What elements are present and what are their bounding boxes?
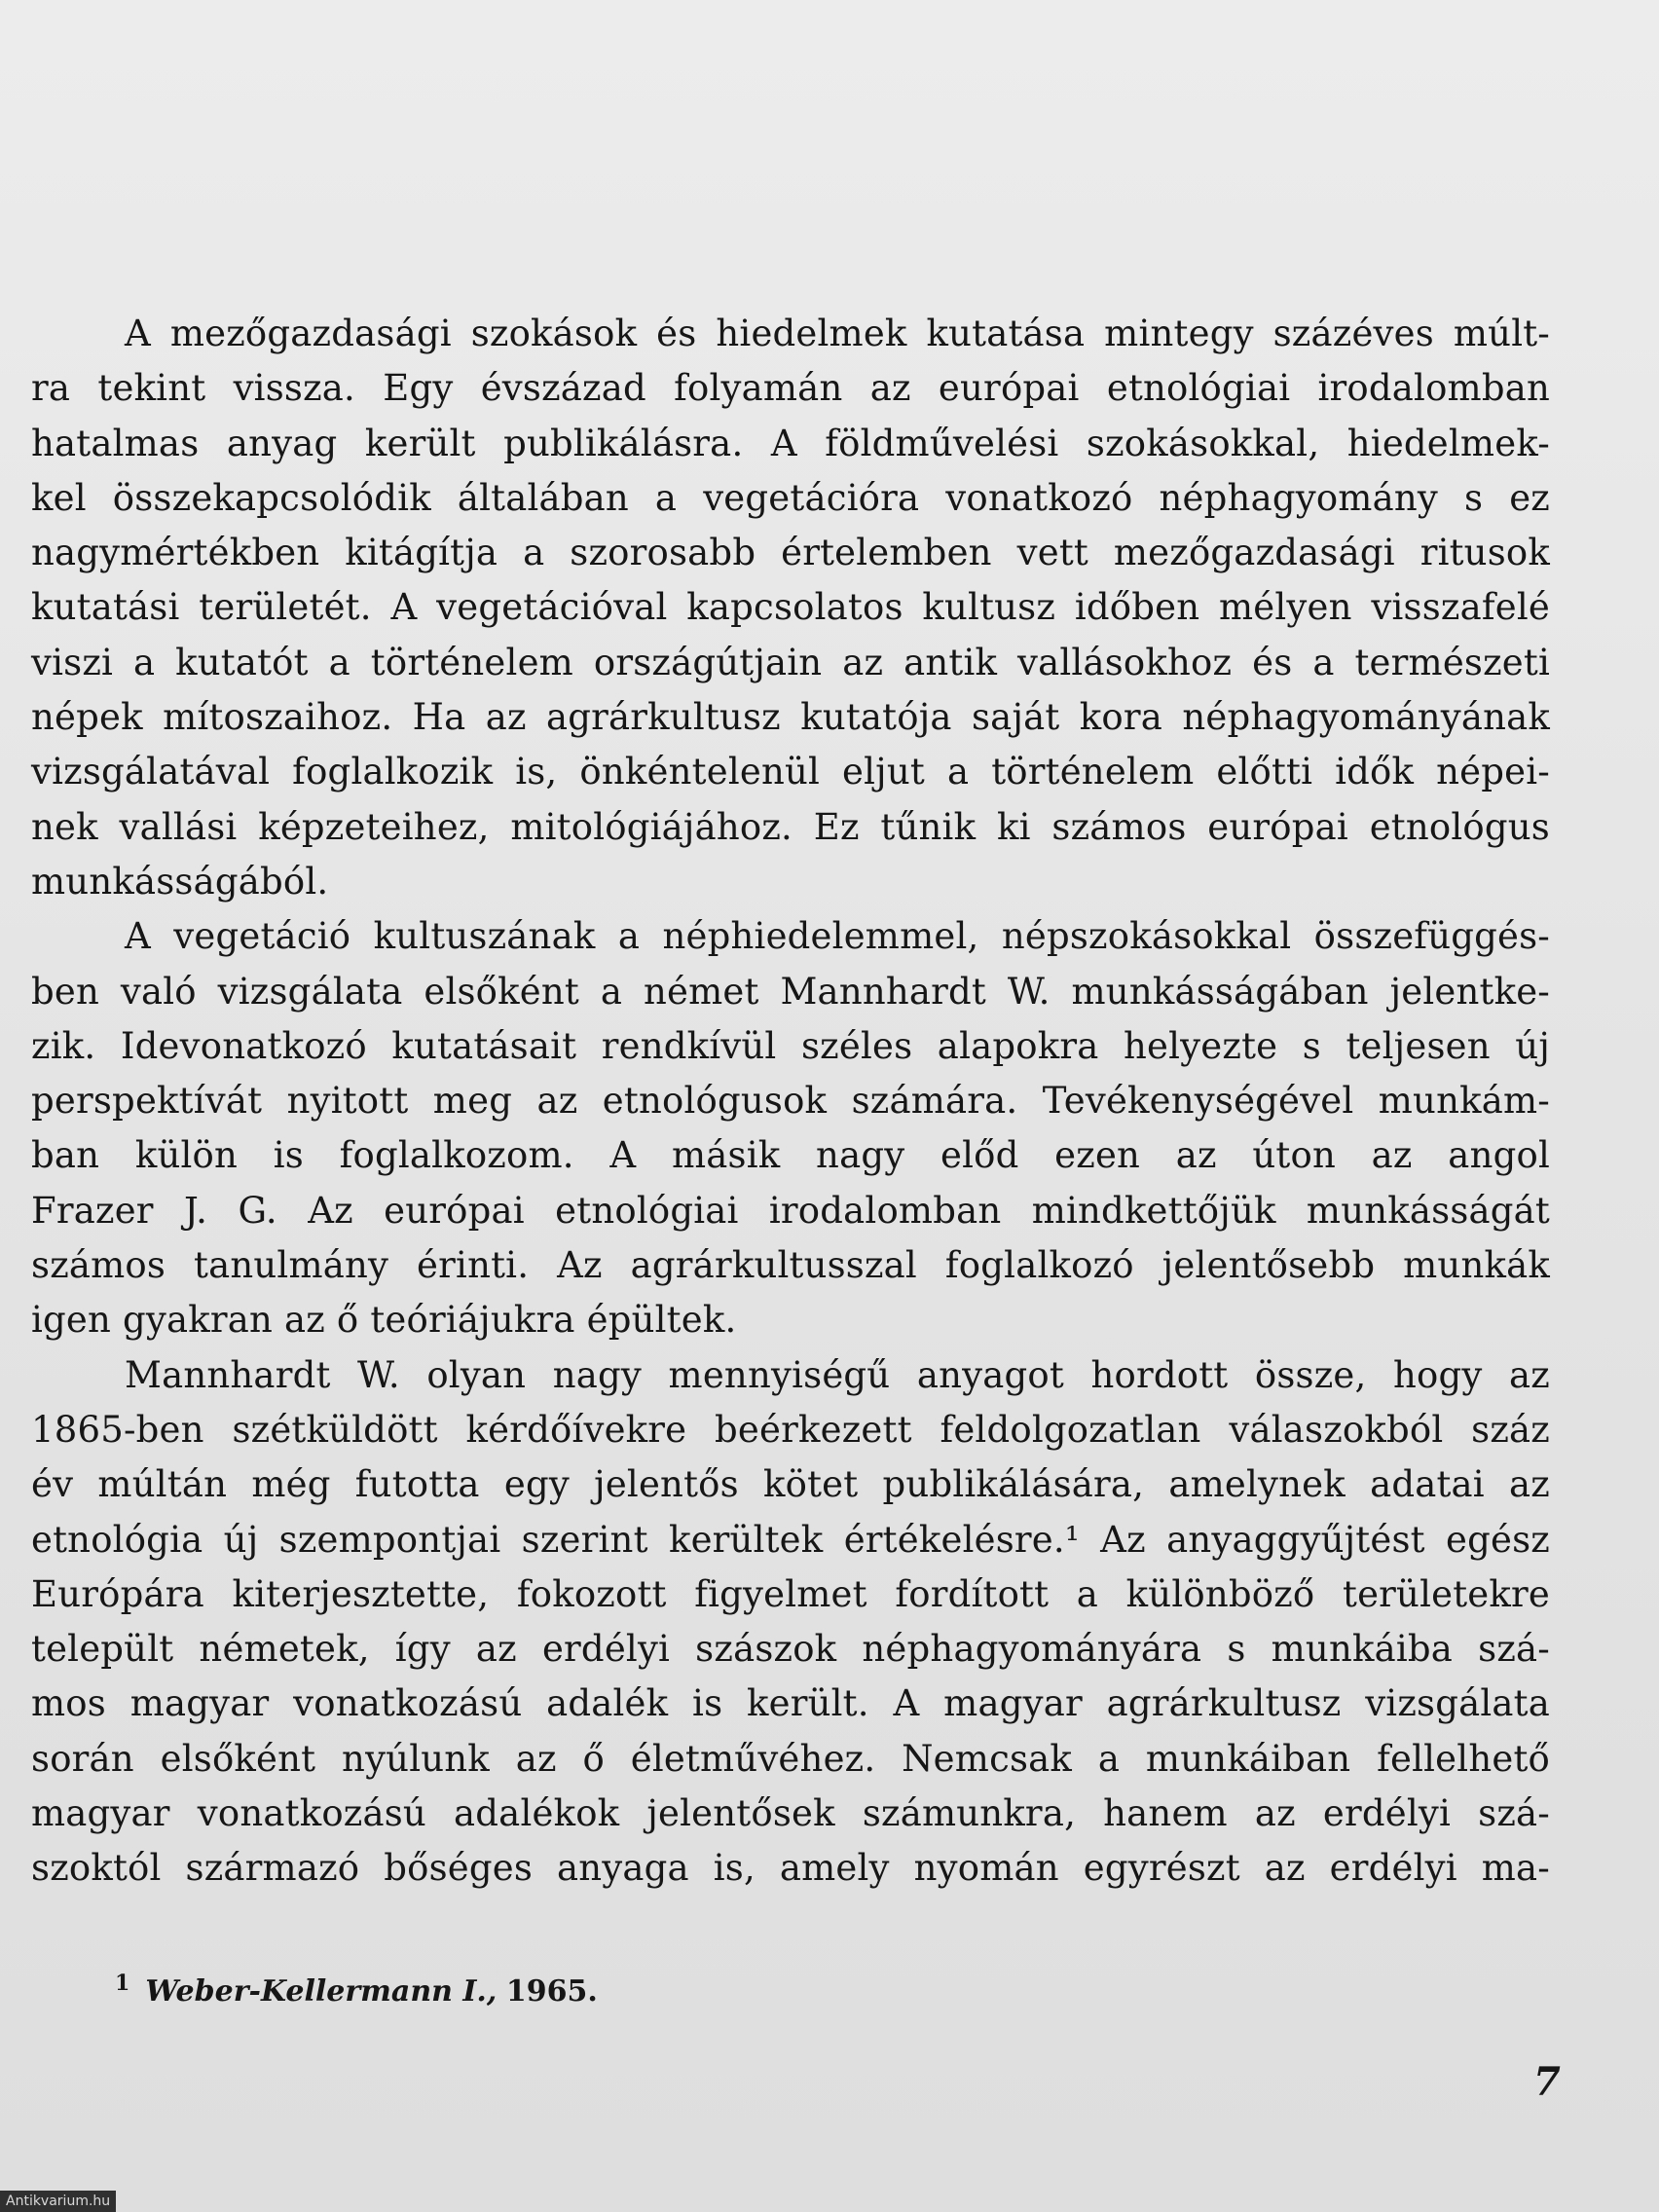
- text-line: ben való vizsgálata elsőként a német Mannhardt W. munkásságában jelentke-: [31, 970, 1550, 1013]
- text-line: 1865-ben szétküldött kérdőívekre beérkezett feldolgozatlan válaszokból száz: [31, 1408, 1550, 1451]
- text-line: etnológia új szempontjai szerint kerültek értékelésre.¹ Az anyaggyűjtést egész: [31, 1518, 1550, 1561]
- text-line: munkásságából.: [31, 860, 329, 903]
- footnote: [115, 1964, 598, 2011]
- text-line: során elsőként nyúlunk az ő életművéhez. Nemcsak a munkáiban fellelhető: [31, 1737, 1550, 1780]
- text-line: népek mítoszaihoz. Ha az agrárkultusz kutatója saját kora néphagyományának: [31, 696, 1550, 739]
- paragraph: [31, 909, 1550, 1347]
- text-line: Frazer J. G. Az európai etnológiai irodalomban mindkettőjük munkásságát: [31, 1189, 1550, 1232]
- page-number: 7: [1533, 2059, 1561, 2105]
- text-line: Európára kiterjesztette, fokozott figyelmet fordított a különböző területekre: [31, 1572, 1550, 1615]
- text-line: hatalmas anyag került publikálásra. A földművelési szokásokkal, hiedelmek-: [31, 422, 1550, 464]
- text-line: Mannhardt W. olyan nagy mennyiségű anyagot hordott össze, hogy az: [125, 1353, 1550, 1396]
- footnote-marker: 1: [115, 1971, 130, 1996]
- text-line: ra tekint vissza. Egy évszázad folyamán az európai etnológiai irodalomban: [31, 367, 1550, 410]
- text-line: települt németek, így az erdélyi szászok néphagyományára s munkáiba szá-: [31, 1628, 1550, 1671]
- watermark: Antikvarium.hu: [0, 2191, 116, 2212]
- text-line: perspektívát nyitott meg az etnológusok számára. Tevékenységével munkám-: [31, 1080, 1550, 1123]
- text-line: számos tanulmány érinti. Az agrárkultusszal foglalkozó jelentősebb munkák: [31, 1244, 1550, 1287]
- footnote-year: 1965.: [505, 1974, 598, 2009]
- text-line: zik. Idevonatkozó kutatásait rendkívül széles alapokra helyezte s teljesen új: [31, 1024, 1550, 1067]
- text-line: év múltán még futotta egy jelentős kötet publikálására, amelynek adatai az: [31, 1463, 1550, 1506]
- body-text: [31, 307, 1550, 1897]
- text-line: viszi a kutatót a történelem országútjain az antik vallásokhoz és a természeti: [31, 641, 1550, 683]
- footnote-author: Weber-Kellermann I.,: [145, 1974, 498, 2009]
- text-line: A mezőgazdasági szokások és hiedelmek kutatása mintegy százéves múlt-: [125, 313, 1550, 354]
- text-line: igen gyakran az ő teóriájukra épültek.: [31, 1299, 737, 1342]
- text-line: mos magyar vonatkozású adalék is került. A magyar agrárkultusz vizsgálata: [31, 1682, 1550, 1725]
- text-line: nek vallási képzeteihez, mitológiájához. Ez tűnik ki számos európai etnológus: [31, 805, 1550, 848]
- text-line: magyar vonatkozású adalékok jelentősek számunkra, hanem az erdélyi szá-: [31, 1792, 1550, 1835]
- text-line: kel összekapcsolódik általában a vegetációra vonatkozó néphagyomány s ez: [31, 476, 1550, 519]
- text-line: nagymértékben kitágítja a szorosabb értelemben vett mezőgazdasági ritusok: [31, 532, 1550, 574]
- text-line: ban külön is foglalkozom. A másik nagy előd ezen az úton az angol: [31, 1134, 1550, 1177]
- text-line: kutatási területét. A vegetációval kapcsolatos kultusz időben mélyen visszafelé: [31, 586, 1550, 629]
- paragraph: [31, 307, 1550, 909]
- text-line: vizsgálatával foglalkozik is, önkéntelenül eljut a történelem előtti idők népei-: [31, 751, 1550, 793]
- paragraph: [31, 1348, 1550, 1897]
- text-line: szoktól származó bőséges anyaga is, amely nyomán egyrészt az erdélyi ma-: [31, 1847, 1550, 1890]
- text-line: A vegetáció kultuszának a néphiedelemmel, népszokásokkal összefüggés-: [125, 915, 1550, 958]
